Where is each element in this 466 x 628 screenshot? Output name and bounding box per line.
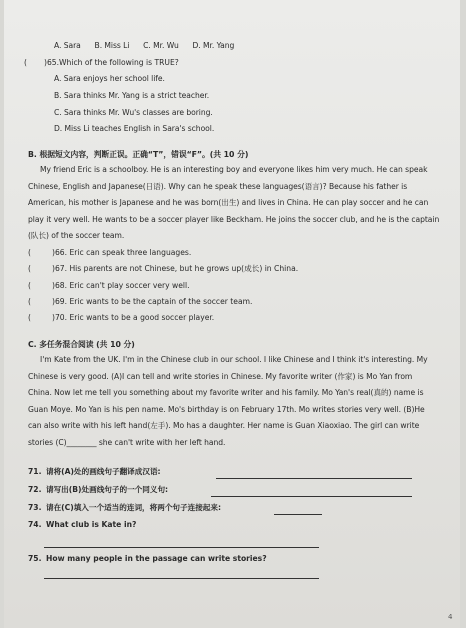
question-text: )66. Eric can speak three languages. xyxy=(52,248,192,257)
option-c: C. Mr. Wu xyxy=(143,41,179,50)
passage-line: My friend Eric is a schoolboy. He is an interesting boy and everyone likes him very much. He can speak xyxy=(40,165,428,174)
option-a: A. Sara xyxy=(54,41,81,50)
passage-line: Guan Moye. Mo Yan is his pen name. Mo's birthday is on February 17th. Mo writes stories very well. (B)He xyxy=(28,405,425,414)
q65-option: B. Sara thinks Mr. Yang is a strict teacher. xyxy=(54,91,210,100)
passage-line: I'm Kate from the UK. I'm in the Chinese club in our school. I like Chinese and I think it's interesting. My xyxy=(40,355,428,364)
answer-line-71[interactable] xyxy=(216,478,412,479)
question-number: 74. xyxy=(28,520,42,529)
q65-option: D. Miss Li teaches English in Sara's school. xyxy=(54,124,215,133)
answer-line-72[interactable] xyxy=(211,496,412,497)
question-number: 73. xyxy=(28,503,42,512)
section-c-heading: C. 多任务混合阅读 (共 10 分) xyxy=(28,340,135,349)
answer-paren: ( xyxy=(28,281,31,290)
answer-paren: ( xyxy=(28,313,31,322)
section-b-heading: B. 根据短文内容，判断正误。正确“T”，错误“F”。(共 10 分) xyxy=(28,150,249,159)
passage-line: American, his mother is Japanese and he was born(出生) and lives in China. He can play soccer and he can xyxy=(28,198,429,207)
exam-page xyxy=(4,0,460,628)
question-number: 75. xyxy=(28,554,42,563)
passage-line: Chinese, English and Japanese(日语). Why can he speak these languages(语言)? Because his father is xyxy=(28,182,408,191)
passage-line: Chinese is very good. (A)I can tell and write stories in Chinese. My favorite writer (作家) is Mo Yan from xyxy=(28,372,413,381)
passage-line: (队长) of the soccer team. xyxy=(28,231,125,240)
passage-line: stories (C)________ she can't write with her left hand. xyxy=(28,438,226,447)
option-d: D. Mr. Yang xyxy=(192,41,235,50)
question-number: 72. xyxy=(28,485,42,494)
question-number: 71. xyxy=(28,467,42,476)
answer-paren: ( xyxy=(24,58,27,67)
question-text: )69. Eric wants to be the captain of the soccer team. xyxy=(52,297,253,306)
mc-options-row xyxy=(54,41,234,51)
answer-line-74[interactable] xyxy=(44,547,319,548)
passage-line: play it very well. He wants to be a soccer player like Beckham. He joins the soccer club, and he is the captain xyxy=(28,215,440,224)
answer-paren: ( xyxy=(28,248,31,257)
passage-line: China. Now let me tell you something about my favorite writer and his family. Mo Yan's real(真的) name is xyxy=(28,388,424,397)
question-text: )67. His parents are not Chinese, but he grows up(成长) in China. xyxy=(52,264,299,273)
question-text: )70. Eric wants to be a good soccer player. xyxy=(52,313,215,322)
question-text: 请将(A)处的画线句子翻译成汉语: xyxy=(46,467,161,476)
passage-line: can also write with his left hand(左手). Mo has a daughter. Her name is Guan Xiaoxiao. The girl can write xyxy=(28,421,420,430)
option-b: B. Miss Li xyxy=(94,41,130,50)
q65-option: C. Sara thinks Mr. Wu's classes are boring. xyxy=(54,108,213,117)
question-text: 请在(C)填入一个适当的连词，将两个句子连接起来: xyxy=(46,503,222,512)
question-text: How many people in the passage can write stories? xyxy=(46,554,267,563)
question-text: )68. Eric can't play soccer very well. xyxy=(52,281,190,290)
answer-paren: ( xyxy=(28,297,31,306)
answer-line-73[interactable] xyxy=(274,514,322,515)
question-text: 请写出(B)处画线句子的一个同义句: xyxy=(46,485,169,494)
answer-line-75[interactable] xyxy=(44,578,319,579)
q65-option: A. Sara enjoys her school life. xyxy=(54,74,165,83)
answer-paren: ( xyxy=(28,264,31,273)
question-stem: )65.Which of the following is TRUE? xyxy=(44,58,179,67)
question-text: What club is Kate in? xyxy=(46,520,137,529)
page-number: 4 xyxy=(448,613,453,621)
